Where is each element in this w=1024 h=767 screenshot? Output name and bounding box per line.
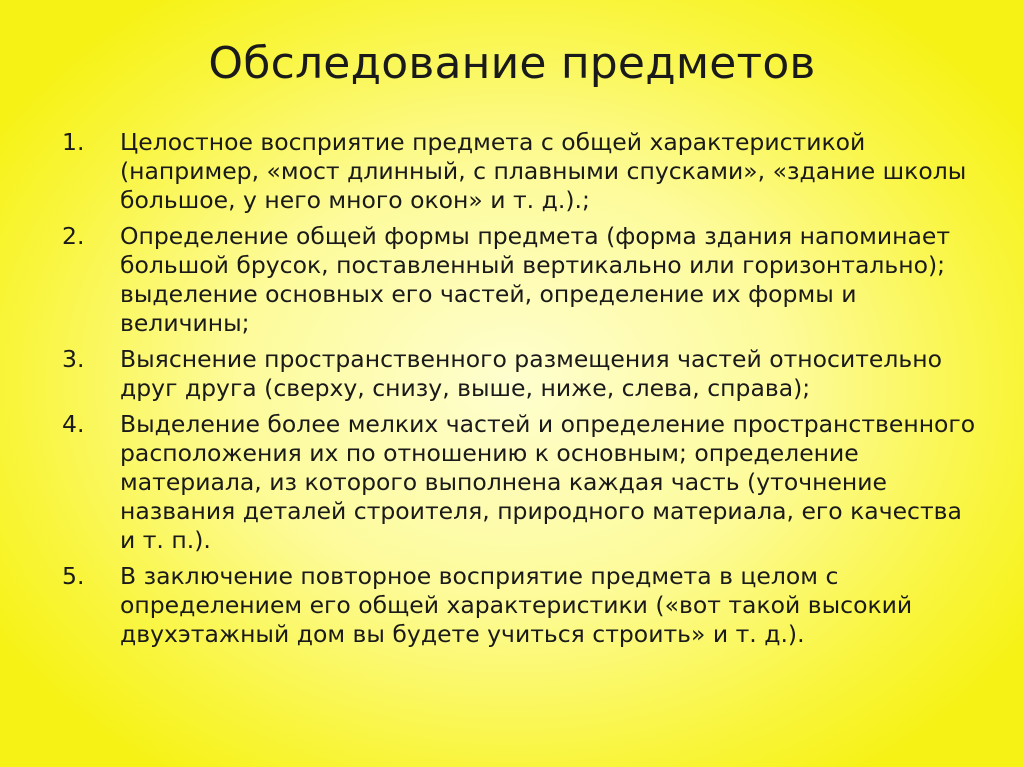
list-item — [62, 410, 982, 555]
list-item-number: 2. — [62, 222, 85, 250]
list-item — [62, 128, 982, 215]
list-item-number: 3. — [62, 345, 85, 373]
list-item — [62, 345, 982, 403]
list-item-text: Целостное восприятие предмета с общей характеристикой (например, «мост длинный, с плавными спусками», «здание школы большое, у него много окон» и т. д.).; — [120, 128, 967, 214]
slide-title: Обследование предметов — [208, 38, 816, 89]
list-item-number: 1. — [62, 128, 85, 156]
list-item — [62, 222, 982, 338]
list-item-text: Определение общей формы предмета (форма здания напоминает большой брусок, поставленный вертикально или горизонтально); выделение основных его частей, определение их формы и величины; — [120, 222, 951, 337]
list-item-text: В заключение повторное восприятие предмета в целом с определением его общей характеристики («вот такой высокий двухэтажный дом вы будете учиться строить» и т. д.). — [120, 562, 913, 648]
numbered-list — [62, 128, 982, 656]
list-item-number: 4. — [62, 410, 85, 438]
list-item-text: Выделение более мелких частей и определение пространственного расположения их по отношению к основным; определение материала, из которого выполнена каждая часть (уточнение названия деталей строителя, природного материала, его качества и т. п.). — [120, 410, 976, 554]
list-item — [62, 562, 982, 649]
list-item-number: 5. — [62, 562, 85, 590]
list-item-text: Выяснение пространственного размещения частей относительно друг друга (сверху, снизу, выше, ниже, слева, справа); — [120, 345, 942, 402]
